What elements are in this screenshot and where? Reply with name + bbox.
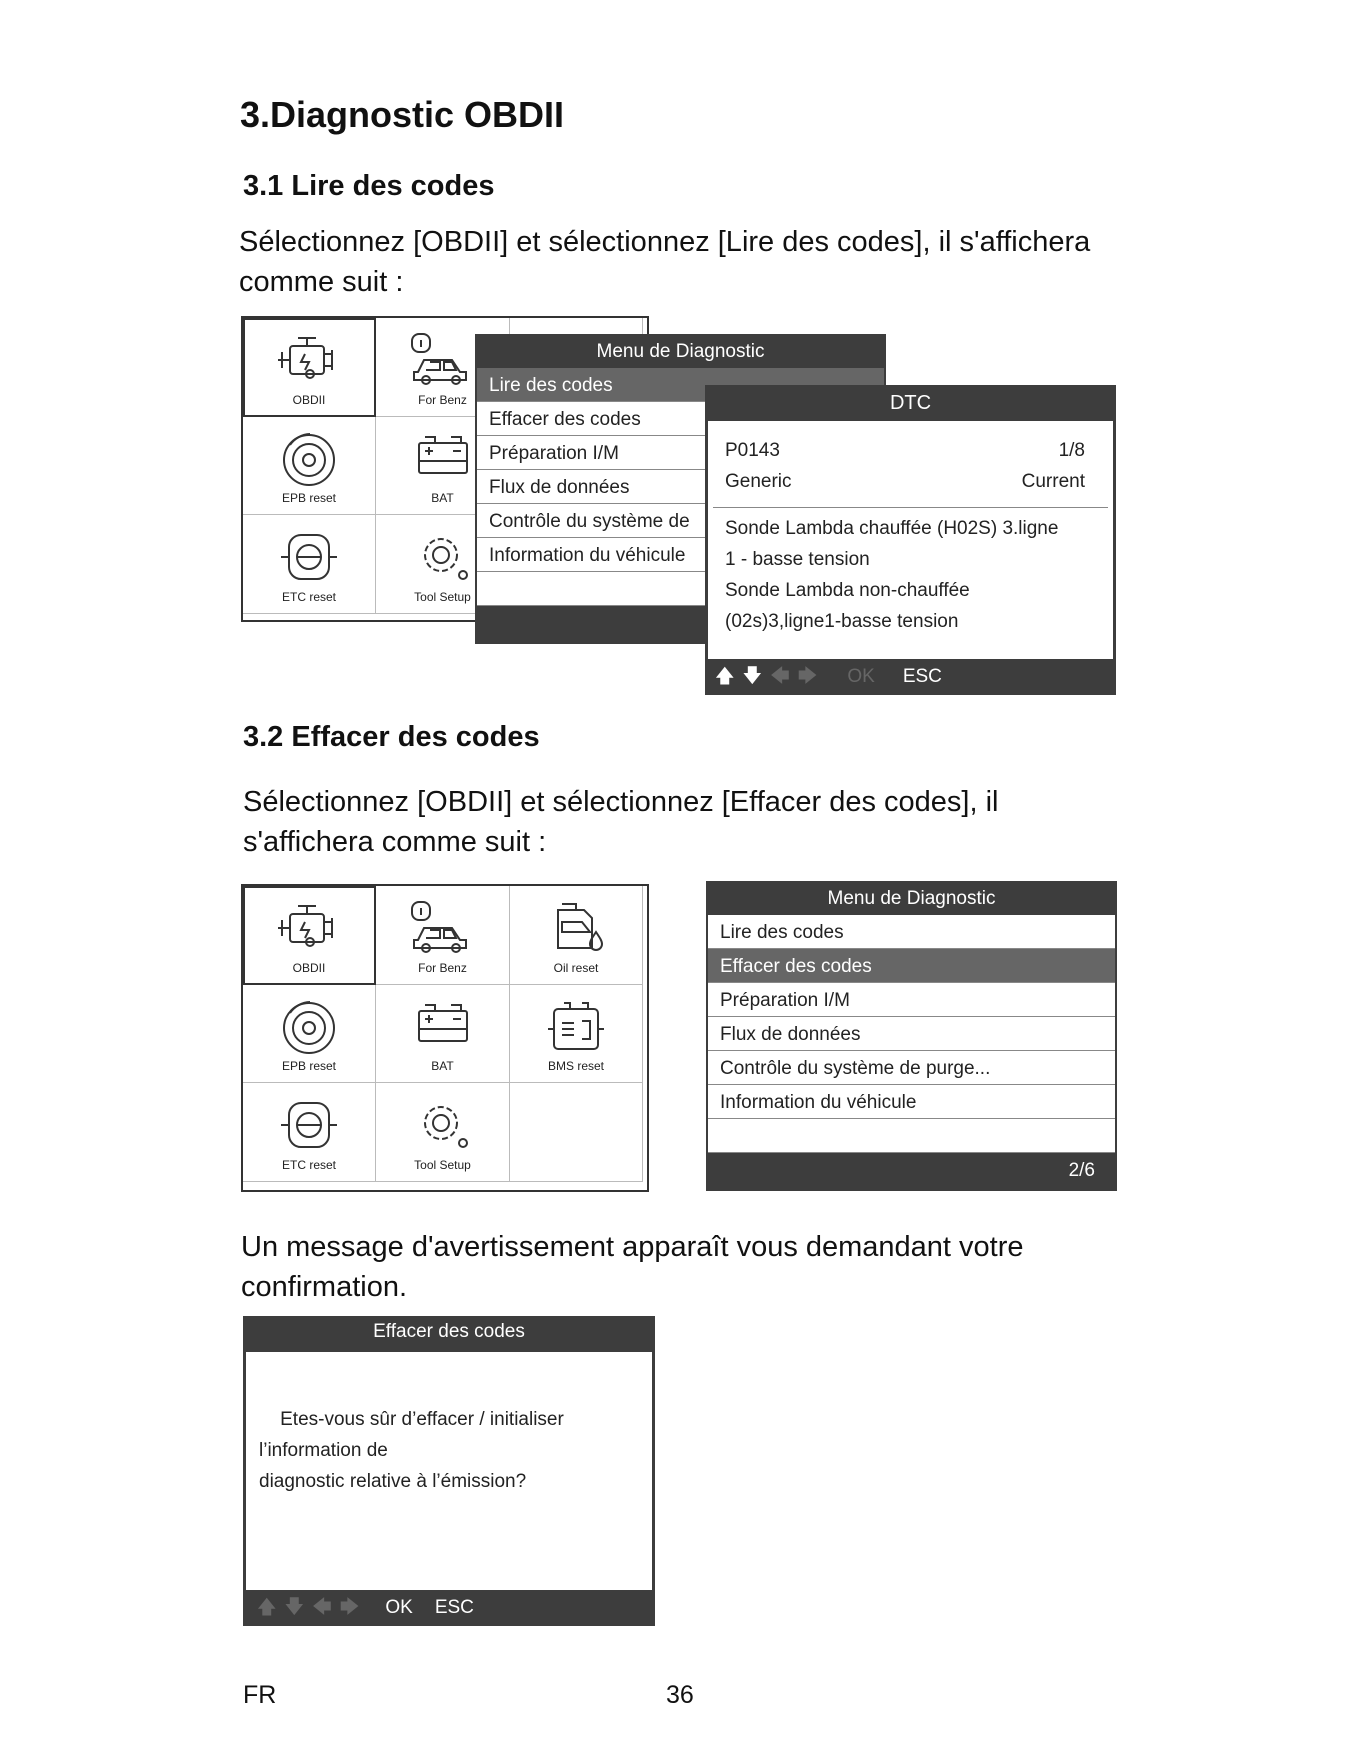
- tile-obdii[interactable]: [243, 318, 376, 417]
- menu-item-im-readiness[interactable]: Préparation I/M: [477, 436, 884, 470]
- esc-key[interactable]: ESC: [902, 666, 942, 687]
- section-1-para-line-1: Sélectionnez [OBDII] et sélectionnez [Lire des codes], il s'affichera: [239, 226, 1091, 258]
- tile-oil-reset[interactable]: [510, 886, 643, 985]
- menu-item-evap-test[interactable]: Contrôle du système de: [477, 504, 884, 538]
- menu-item-data-stream[interactable]: Flux de données: [477, 470, 884, 504]
- left-arrow-icon: 🡄: [770, 666, 790, 687]
- section-2-para-line-1: Sélectionnez [OBDII] et sélectionnez [Effacer des codes], il: [243, 786, 999, 818]
- dtc-code: P0143: [725, 440, 780, 461]
- tile-tool-setup[interactable]: [376, 1083, 510, 1182]
- tile-label: For Benz: [418, 393, 467, 407]
- dtc-type-row: [725, 471, 1085, 493]
- tile-label: BAT: [431, 1059, 454, 1073]
- footer-language: FR: [243, 1681, 277, 1709]
- tile-label: BMS reset: [547, 1059, 604, 1073]
- tile-label: OBDII: [292, 393, 326, 407]
- down-arrow-icon[interactable]: 🡇: [742, 666, 763, 687]
- diagnostic-menu-2: [706, 881, 1117, 1191]
- tile-epb-reset[interactable]: [243, 417, 376, 515]
- desc-line: (02s)3,ligne1-basse tension: [725, 611, 959, 632]
- tile-label: Tool Setup: [414, 1158, 471, 1172]
- tile-empty: [510, 1083, 643, 1182]
- right-arrow-icon: 🡆: [339, 1597, 360, 1618]
- dtc-content: [708, 421, 1113, 659]
- menu-item-evap-test[interactable]: Contrôle du système de purge...: [708, 1051, 1115, 1085]
- menu-item-erase-codes[interactable]: Effacer des codes: [708, 949, 1115, 983]
- tile-etc-reset[interactable]: [243, 515, 376, 614]
- tile-label: EPB reset: [281, 491, 337, 505]
- page-indicator: 2/6: [1068, 1160, 1095, 1181]
- divider: [713, 507, 1108, 508]
- tile-epb-reset[interactable]: [243, 985, 376, 1083]
- down-arrow-icon: 🡇: [284, 1597, 305, 1618]
- dtc-code-row: [725, 440, 1085, 462]
- tile-label: ETC reset: [281, 1158, 336, 1172]
- section-1-title: 3.1 Lire des codes: [243, 170, 495, 202]
- menu-item-read-codes[interactable]: Lire des codes: [477, 368, 884, 402]
- tile-label: OBDII: [292, 961, 326, 975]
- battery-icon: [413, 431, 473, 481]
- menu-item-erase-codes[interactable]: Effacer des codes: [477, 402, 884, 436]
- desc-line: Sonde Lambda chauffée (H02S) 3.ligne: [725, 518, 1059, 539]
- menu-title: Menu de Diagnostic: [827, 888, 996, 909]
- ok-button[interactable]: OK: [385, 1597, 413, 1618]
- dtc-status: Current: [1021, 471, 1085, 492]
- tile-bms-reset[interactable]: [510, 985, 643, 1083]
- tile-label: BAT: [431, 491, 454, 505]
- section-2-title: 3.2 Effacer des codes: [243, 721, 540, 753]
- dialog-title: Effacer des codes: [373, 1321, 525, 1342]
- tile-label: ETC reset: [281, 590, 336, 604]
- oil-can-icon: [546, 900, 606, 956]
- desc-line: 1 - basse tension: [725, 549, 870, 570]
- engine-icon: [276, 900, 342, 954]
- tile-label: EPB reset: [281, 1059, 337, 1073]
- menu-item-read-codes[interactable]: Lire des codes: [708, 915, 1115, 949]
- tile-bat[interactable]: [376, 985, 510, 1083]
- menu-item-vehicle-info[interactable]: Information du véhicule: [708, 1085, 1115, 1119]
- throttle-icon: [279, 529, 339, 585]
- section-1-para-line-2: comme suit :: [239, 266, 404, 298]
- dialog-content: [246, 1352, 652, 1590]
- dtc-panel: [705, 385, 1116, 695]
- brake-disc-icon: [280, 431, 338, 487]
- tile-label: Tool Setup: [414, 590, 471, 604]
- tile-label: For Benz: [418, 961, 467, 975]
- tile-for-benz[interactable]: [376, 886, 510, 985]
- tile-label: Oil reset: [553, 961, 599, 975]
- section-2-para-line-2: s'affichera comme suit :: [243, 826, 547, 858]
- tile-obdii[interactable]: [243, 886, 376, 985]
- dtc-count: 1/8: [1058, 440, 1085, 461]
- ok-key: OK: [847, 666, 875, 687]
- tile-etc-reset[interactable]: [243, 1083, 376, 1182]
- menu-item-vehicle-info[interactable]: Information du véhicule: [477, 538, 884, 572]
- esc-button[interactable]: ESC: [434, 1597, 474, 1618]
- throttle-icon: [279, 1097, 339, 1153]
- left-arrow-icon: 🡄: [312, 1597, 332, 1618]
- car-info-icon: [408, 332, 478, 388]
- battery-icon: [413, 999, 473, 1049]
- erase-confirm-dialog: [243, 1316, 655, 1626]
- dtc-title: DTC: [889, 392, 932, 414]
- dialog-message: Etes-vous sûr d’effacer / initialiser l’information de diagnostic relative à l’émission?: [259, 1409, 564, 1492]
- up-arrow-icon[interactable]: 🡅: [715, 666, 735, 687]
- menu-list: [708, 915, 1115, 1153]
- brake-disc-icon: [280, 999, 338, 1055]
- icon-grid-2: [241, 884, 649, 1192]
- gear-icon: [413, 1097, 473, 1153]
- menu-title: Menu de Diagnostic: [596, 341, 765, 362]
- dtc-description: [725, 513, 1058, 637]
- desc-line: Sonde Lambda non-chauffée: [725, 580, 970, 601]
- page-number: 36: [666, 1681, 694, 1709]
- gear-icon: [413, 529, 473, 585]
- dialog-key-bar: [257, 1590, 474, 1626]
- page-heading: 3.Diagnostic OBDII: [240, 94, 565, 135]
- warning-line-1: Un message d'avertissement apparaît vous demandant votre: [241, 1231, 1024, 1263]
- menu-item-empty: [708, 1119, 1115, 1153]
- right-arrow-icon: 🡆: [797, 666, 818, 687]
- dtc-type: Generic: [725, 471, 792, 492]
- menu-item-im-readiness[interactable]: Préparation I/M: [708, 983, 1115, 1017]
- car-info-icon: [408, 900, 478, 956]
- warning-line-2: confirmation.: [241, 1271, 408, 1303]
- menu-item-data-stream[interactable]: Flux de données: [708, 1017, 1115, 1051]
- up-arrow-icon: 🡅: [257, 1597, 277, 1618]
- dtc-key-bar: [715, 659, 942, 695]
- bms-icon: [546, 999, 606, 1055]
- engine-icon: [276, 332, 342, 386]
